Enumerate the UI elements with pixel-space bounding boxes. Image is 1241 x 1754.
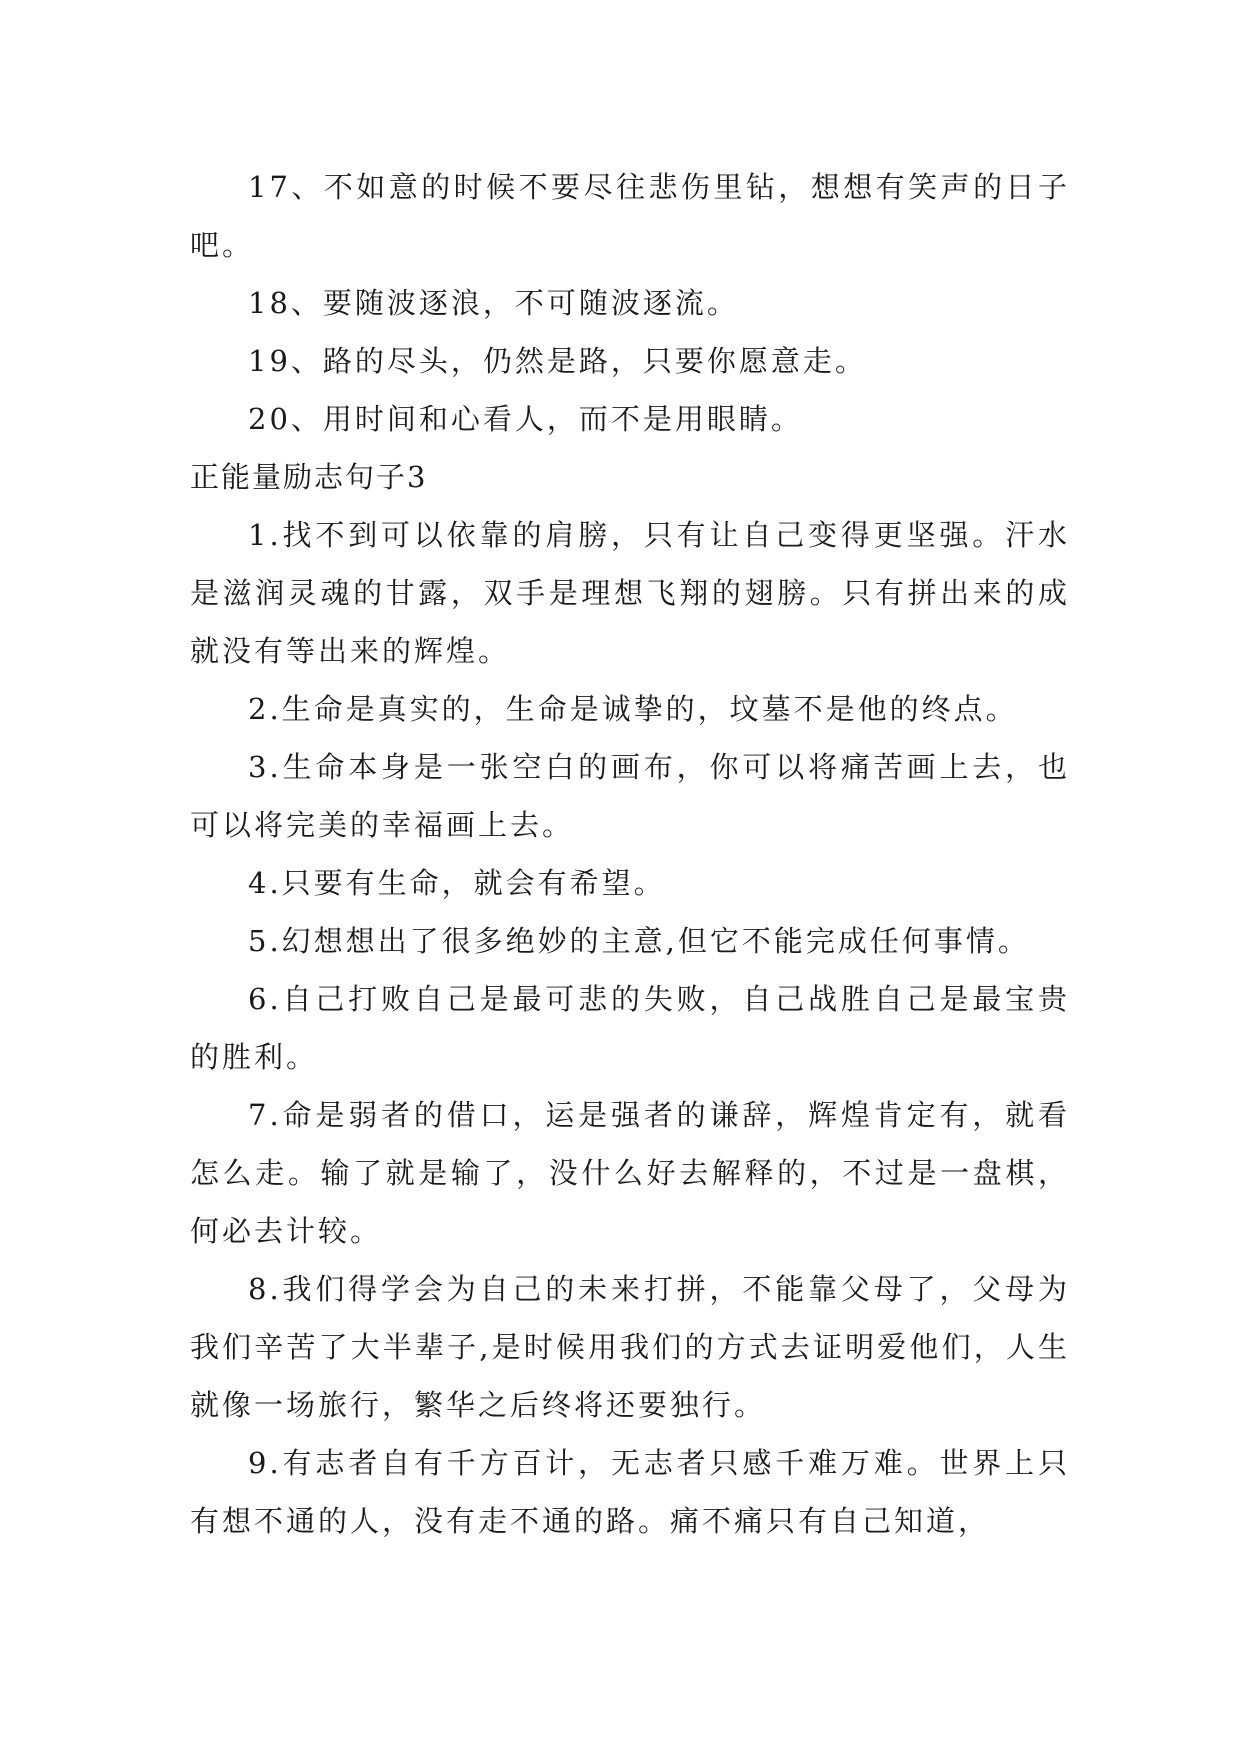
- list-item: 6.自己打败自己是最可悲的失败，自己战胜自己是最宝贵的胜利。: [190, 982, 1070, 1074]
- list-item: 1.找不到可以依靠的肩膀，只有让自己变得更坚强。汗水是滋润灵魂的甘露，双手是理想飞翔的翅膀。只有拼出来的成就没有等出来的辉煌。: [190, 518, 1070, 668]
- list-item: 20、用时间和心看人，而不是用眼睛。: [248, 402, 803, 436]
- list-item: 17、不如意的时候不要尽往悲伤里钻，想想有笑声的日子吧。: [190, 170, 1070, 262]
- list-item: 3.生命本身是一张空白的画布，你可以将痛苦画上去，也可以将完美的幸福画上去。: [190, 750, 1070, 842]
- section-title: 正能量励志句子3: [190, 460, 428, 494]
- list-item: 2.生命是真实的，生命是诚挚的，坟墓不是他的终点。: [248, 692, 1018, 726]
- list-item: 7.命是弱者的借口，运是强者的谦辞，辉煌肯定有，就看怎么走。输了就是输了，没什么好去解释的，不过是一盘棋，何必去计较。: [190, 1098, 1070, 1248]
- list-item: 18、要随波逐浪，不可随波逐流。: [248, 286, 739, 320]
- list-item: 19、路的尽头，仍然是路，只要你愿意走。: [248, 344, 867, 378]
- document-body: [190, 158, 1070, 1550]
- list-item: 8.我们得学会为自己的未来打拼，不能靠父母了，父母为我们辛苦了大半辈子,是时候用我们的方式去证明爱他们，人生就像一场旅行，繁华之后终将还要独行。: [190, 1272, 1070, 1422]
- list-item: 4.只要有生命，就会有希望。: [248, 866, 666, 900]
- list-item: 5.幻想想出了很多绝妙的主意,但它不能完成任何事情。: [248, 924, 1030, 958]
- list-item: 9.有志者自有千方百计，无志者只感千难万难。世界上只有想不通的人，没有走不通的路。痛不痛只有自己知道，: [190, 1446, 1070, 1538]
